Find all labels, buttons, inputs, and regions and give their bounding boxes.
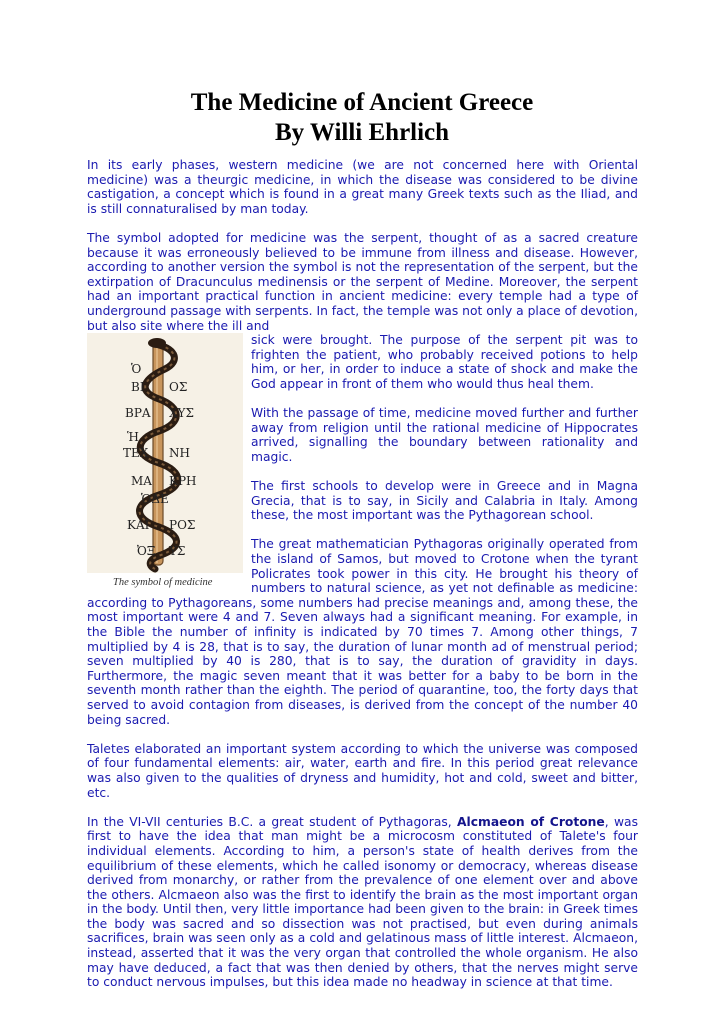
paragraph-schools: The first schools to develop were in Greece and in Magna Grecia, that is to say, in Sicily and Calabria in Italy. Among these, the most important was the Pythagorean school. [251, 479, 638, 523]
title-line-2: By Willi Ehrlich [274, 119, 450, 146]
serpent-staff-illustration [87, 333, 243, 591]
figure-caption: The symbol of medicine [113, 577, 213, 589]
inscription-word: Ἡ [127, 430, 139, 445]
inscription-word: ὈΞ [137, 544, 156, 559]
inscription-word: ΚΑΙ [127, 518, 150, 533]
document-title [0, 88, 724, 148]
inscription-word: ΒΡΑ [125, 406, 151, 421]
paragraph-taletes: Taletes elaborated an important system according to which the universe was composed of four fundamental elements: air, water, earth and fire. In this period great relevance was also given to the qualities of dryness and humidity, hot and cold, sweet and bitter, etc. [87, 741, 638, 800]
inscription-word: ΧΥΣ [169, 406, 194, 421]
paragraph-alcmaeon [87, 815, 638, 990]
medicine-symbol-figure [87, 333, 243, 591]
alcmaeon-name: Alcmaeon of Crotone [457, 814, 605, 829]
paragraph-serpent-part1: The symbol adopted for medicine was the serpent, thought of as a sacred creature because it was erroneously believed to be immune from illness and disease. However, according to another version the symbol is not the representation of the serpent, but the extirpation of Dracunculus medinensis or the serpent of Medine. Moreover, the serpent had an important practical function in ancient medicine: every temple had a type of underground passage with serpents. In fact, the temple was not only a place of devotion, but also site where the ill and [87, 230, 638, 333]
inscription-word: ΟΣ [169, 380, 188, 395]
title-line-1: The Medicine of Ancient Greece [190, 89, 534, 116]
paragraph-alcmaeon-rest: , was first to have the idea that man might be a microcosm constituted of Talete's four individual elements. According to him, a person's state of health derives from the equilibrium of these elements, which he called isonomy or democracy, whereas disease derived from monarchy, or rather from the prevalence of one element over and above the others. Alcmaeon also was the first to identify the brain as the most important organ in the body. Until then, very little importance had been given to the brain: in Greek times the body was sacred and so dissection was not practised, but even during animals sacrifices, brain was seen only as a cold and gelatinous mass of little interest. Alcmaeon, instead, asserted that it was the very organ that controlled the whole organism. He also may have deduced, a fact that was then denied by others, that the nerves might serve to conduct nervous impulses, but this idea made no headway in science at that time. [87, 814, 638, 990]
paragraph-intro: In its early phases, western medicine (we are not concerned here with Oriental medicine) was a theurgic medicine, in which the disease was considered to be divine castigation, a concept which is found in a great many Greek texts such as the Iliad, and is still connaturalised by man today. [87, 158, 638, 216]
inscription-word: ΚΡΗ [169, 474, 197, 489]
paragraph-serpent-part2: sick were brought. The purpose of the serpent pit was to frighten the patient, who probably received potions to help him, or her, in order to induce a state of shock and make the God appear in front of them who would thus heal them. [251, 333, 638, 391]
paragraph-hippocrates: With the passage of time, medicine moved further and further away from religion until the rational medicine of Hippocrates arrived, signalling the boundary between rationality and magic. [251, 406, 638, 464]
inscription-word: ΤΕΧ [123, 446, 149, 461]
serpent-head [148, 338, 166, 348]
inscription-word: Ὁ [131, 362, 142, 377]
inscription-word: ΝΗ [169, 446, 190, 461]
inscription-word: ΥΣ [169, 544, 186, 559]
article-body [87, 158, 638, 1004]
inscription-word: ΡΟΣ [169, 518, 196, 533]
inscription-word: ΜΑ [131, 474, 152, 489]
paragraph-pythagoras: The great mathematician Pythagoras originally operated from the island of Samos, but moved to Crotone when the tyrant Policrates took power in this city. He brought his theory of numbers to natural science, as yet not definable as medicine: according to Pythagoreans, some numbers had precise meanings and, among these, the most important were 4 and 7. Seven always had a significant meaning. For example, in the Bible the number of infinity is indicated by 70 times 7. Among other things, 7 multiplied by 4 is 28, that is to say, the duration of lunar month ad of menstrual period; seven multiplied by 40 is 280, that is to say, the duration of gravidity in days. Furthermore, the magic seven meant that it was better for a baby to be born in the seventh month rather than the eighth. The period of quarantine, too, the forty days that served to avoid contagion from diseases, is derived from the concept of the number 40 being sacred. [87, 537, 638, 727]
inscription-word: ΒΙ [131, 380, 145, 395]
inscription-word: ὉΔΕ [141, 492, 169, 507]
paragraph-alcmaeon-intro: In the VI-VII centuries B.C. a great student of Pythagoras, [87, 814, 457, 829]
